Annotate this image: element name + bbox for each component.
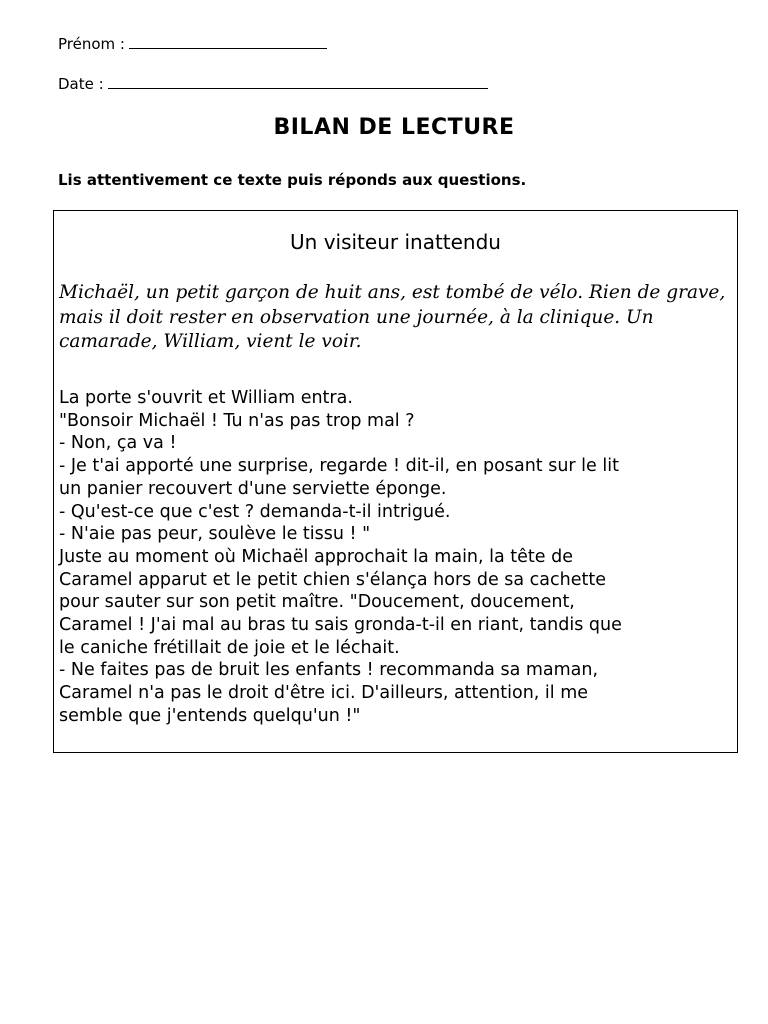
story-line: semble que j'entends quelqu'un !" [59,705,361,726]
story-title: Un visiteur inattendu [290,230,501,254]
story-line: un panier recouvert d'une serviette éponge. [59,478,447,499]
instruction-text: Lis attentivement ce texte puis réponds aux questions. [58,171,527,189]
story-line: Caramel n'a pas le droit d'être ici. D'ailleurs, attention, il me [59,683,589,704]
story-line: Caramel ! J'ai mal au bras tu sais gronda-t-il en riant, tandis que [59,615,622,636]
story-line: le caniche frétillait de joie et le léchait. [59,637,400,658]
story-line: Juste au moment où Michaël approchait la main, la tête de [59,546,573,567]
prenom-field [58,34,327,54]
story-line: - Ne faites pas de bruit les enfants ! recommanda sa maman, [59,660,599,681]
story-box [53,210,738,753]
date-label: Date : [58,75,104,93]
prenom-blank-line [129,35,327,49]
story-line: Caramel apparut et le petit chien s'élança hors de sa cachette [59,569,606,590]
story-line: - Non, ça va ! [59,433,177,454]
story-line: - Qu'est-ce que c'est ? demanda-t-il intrigué. [59,501,451,522]
story-line: - N'aie pas peur, soulève le tissu ! " [59,524,371,545]
prenom-label: Prénom : [58,35,125,53]
date-blank-line [108,75,488,89]
story-line: pour sauter sur son petit maître. "Doucement, doucement, [59,592,575,613]
story-line: - Je t'ai apporté une surprise, regarde ! dit-il, en posant sur le lit [59,456,619,477]
story-body [59,387,735,728]
page-title: BILAN DE LECTURE [273,115,515,140]
date-field [58,74,488,94]
story-line: La porte s'ouvrit et William entra. [59,388,353,408]
story-intro: Michaël, un petit garçon de huit ans, est tombé de vélo. Rien de grave, mais il doit rester en observation une journée, à la clinique. Un camarade, William, vient le voir. [59,282,726,352]
story-line: "Bonsoir Michaël ! Tu n'as pas trop mal ? [59,410,415,431]
